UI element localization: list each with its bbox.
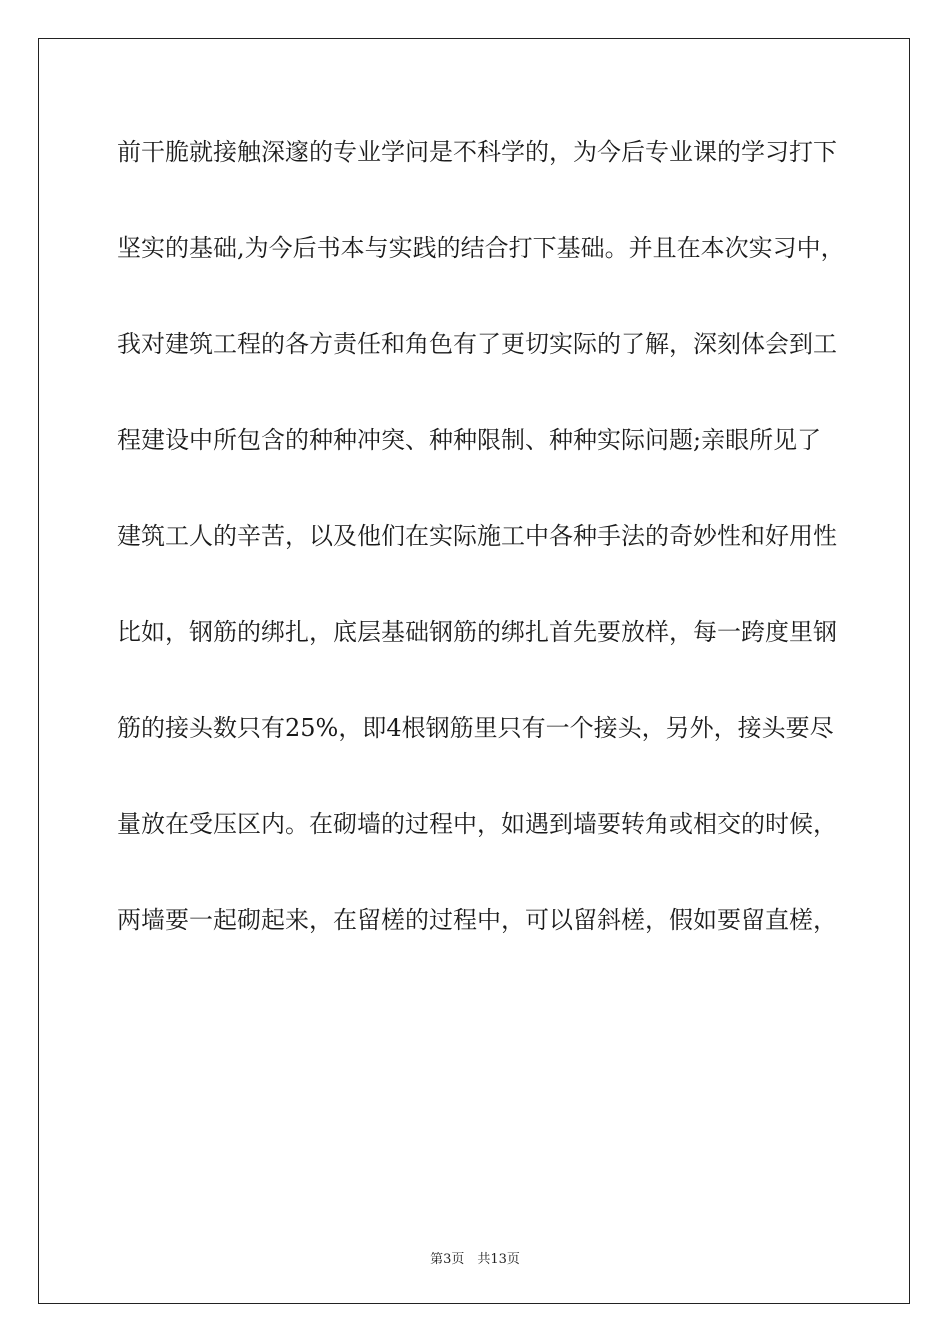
text-line: 比如，钢筋的绑扎，底层基础钢筋的绑扎首先要放样，每一跨度里钢 — [117, 618, 837, 646]
page-number-footer: 第3页 共13页 — [430, 1252, 520, 1267]
text-line: 建筑工人的辛苦，以及他们在实际施工中各种手法的奇妙性和好用性 — [117, 522, 837, 550]
text-line: 坚实的基础,为今后书本与实践的结合打下基础。并且在本次实习中， — [117, 234, 845, 262]
text-line: 筋的接头数只有25%，即4根钢筋里只有一个接头，另外，接头要尽 — [117, 714, 834, 742]
text-line: 量放在受压区内。在砌墙的过程中，如遇到墙要转角或相交的时候， — [117, 810, 837, 838]
document-body — [117, 128, 857, 992]
text-line: 两墙要一起砌起来，在留槎的过程中，可以留斜槎，假如要留直槎， — [117, 906, 837, 934]
text-line: 前干脆就接触深邃的专业学问是不科学的，为今后专业课的学习打下 — [117, 138, 837, 166]
text-line: 我对建筑工程的各方责任和角色有了更切实际的了解，深刻体会到工 — [117, 330, 837, 358]
text-line: 程建设中所包含的种种冲突、种种限制、种种实际问题;亲眼所见了 — [117, 426, 822, 454]
